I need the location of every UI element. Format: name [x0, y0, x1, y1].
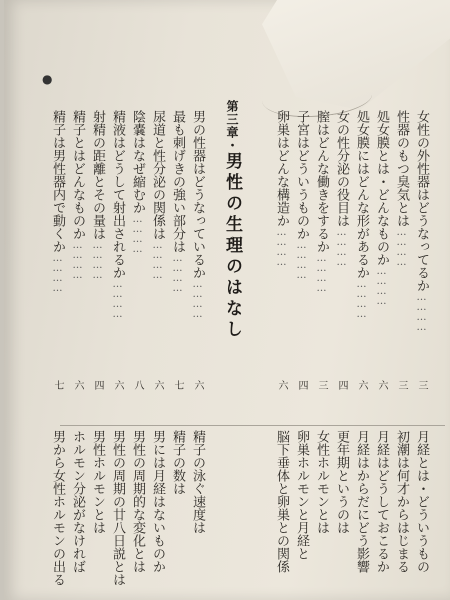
- toc-entry: 女性の外性器はどうなってるか ………… 三: [414, 110, 429, 390]
- toc-entry: 陰嚢はなぜ縮むか ………… 八: [130, 110, 145, 390]
- toc-entry: 処女膜にはどんな形があるか ………… 六: [354, 110, 369, 390]
- toc-entry: 処女膜とは・どんなものか ………… 六: [374, 110, 389, 390]
- toc-entry: 脳下垂体と卵巣との関係: [274, 430, 289, 573]
- toc-entry: 精子は男性器内で動くか ………… 七: [50, 110, 65, 390]
- chapter-heading: [222, 100, 241, 341]
- toc-entry: 射精の距離とその量は ………… 四: [90, 110, 105, 390]
- toc-entry: 卵巣ホルモンと月経と: [294, 430, 309, 560]
- toc-entry: 精子とはどんなものか ………… 六: [70, 110, 85, 390]
- toc-entry: 卵巣はどんな構造か ………… 六: [274, 110, 289, 390]
- toc-entry: 男性ホルモンとは: [90, 430, 105, 534]
- toc-entry: 女の性分泌の役目は ………… 四: [334, 110, 349, 390]
- toc-entry: 男には月経はないものか: [150, 430, 165, 573]
- toc-entry: 精液はどうして射出されるか ………… 六: [110, 110, 125, 390]
- toc-entry: 月経はどうしておこるか: [374, 430, 389, 573]
- toc-entry: 男から女性ホルモンの出る: [50, 430, 65, 586]
- toc-entry: 子宮はどういうものか ………… 四: [294, 110, 309, 390]
- toc-entry: 更年期というのは: [334, 430, 349, 534]
- page-mark: ●: [42, 72, 53, 86]
- toc-entry: 精子の数は: [170, 430, 185, 495]
- section-divider: [60, 425, 445, 426]
- chapter-label: 第三章・: [225, 100, 239, 152]
- toc-entry: ホルモン分泌がなければ: [70, 430, 85, 573]
- toc-entry: 男の性器はどうなっているか ………… 六: [190, 110, 205, 390]
- toc-entry: 女性ホルモンとは: [314, 430, 329, 534]
- toc-entry: 男性の周期的な変化とは: [130, 430, 145, 573]
- toc-entry: 膣はどんな働きをするか ………… 三: [314, 110, 329, 390]
- toc-entry: 男性の周期の廿八日説とは: [110, 430, 125, 586]
- toc-entry: 月経とは・どういうもの: [414, 430, 429, 573]
- toc-entry: 月経はからだにどう影響: [354, 430, 369, 573]
- toc-entry: 性器のもつ臭気とは ………… 三: [394, 110, 409, 390]
- toc-entry: 尿道と性分泌の関係は ………… 六: [150, 110, 165, 390]
- toc-entry: 初潮は何才からはじまる: [394, 430, 409, 573]
- toc-entry: 精子の泳ぐ速度は: [190, 430, 205, 534]
- toc-entry: 最も刺げきの強い部分は ………… 七: [170, 110, 185, 390]
- chapter-title: 男性の生理のはなし: [222, 152, 242, 341]
